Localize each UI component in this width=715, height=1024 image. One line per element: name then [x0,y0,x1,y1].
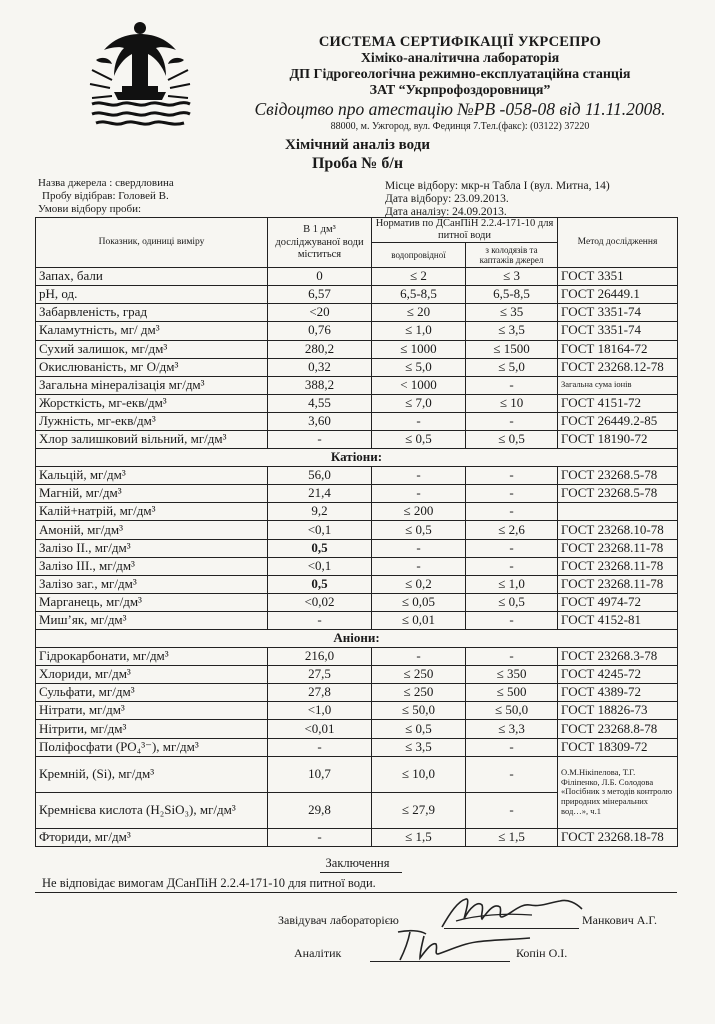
fountain-logo [88,20,192,128]
parameter-cell: Гідрокарбонати, мг/дм³ [36,648,268,666]
parameter-cell: Миш’як, мг/дм³ [36,611,268,629]
norm-well-cell: ≤ 10 [466,394,558,412]
norm-pipe-cell: ≤ 250 [372,666,466,684]
header-norm-well: з колодязів та каптажів джерел [466,243,558,268]
norm-pipe-cell: ≤ 0,5 [372,430,466,448]
table-row [36,430,678,448]
conclusion-underline [320,872,402,873]
method-cell: ГОСТ 3351-74 [558,322,678,340]
method-cell: ГОСТ 4389-72 [558,684,678,702]
norm-pipe-cell: ≤ 200 [372,503,466,521]
norm-well-cell: ≤ 3,3 [466,720,558,738]
norm-pipe-cell: ≤ 1,5 [372,828,466,846]
norm-pipe-cell: - [372,467,466,485]
value-cell: 29,8 [268,792,372,828]
value-cell: 27,5 [268,666,372,684]
parameter-cell: Залізо II., мг/дм³ [36,539,268,557]
table-section-row [36,630,678,648]
value-cell: - [268,738,372,756]
method-cell: ГОСТ 23268.8-78 [558,720,678,738]
method-cell: ГОСТ 18190-72 [558,430,678,448]
source-name: Назва джерела : свердловина [38,177,174,189]
header-norm-pipe: водопровідної [372,243,466,268]
parameter-cell: Лужність, мг-екв/дм³ [36,412,268,430]
table-row [36,485,678,503]
norm-pipe-cell: - [372,412,466,430]
method-cell: ГОСТ 4151-72 [558,394,678,412]
norm-pipe-cell: ≤ 2 [372,268,466,286]
norm-well-cell: - [466,467,558,485]
analysis-table [35,217,678,847]
table-row [36,575,678,593]
conclusion-label: Заключення [325,856,390,870]
norm-pipe-cell: ≤ 0,2 [372,575,466,593]
parameter-cell: Сухий залишок, мг/дм³ [36,340,268,358]
cations-section-label: Катіони: [36,449,678,467]
method-cell: Загальна сума іонів [558,376,678,394]
value-cell: 27,8 [268,684,372,702]
head-role: Завідувач лабораторією [278,913,399,927]
value-cell: 56,0 [268,467,372,485]
norm-well-cell: - [466,412,558,430]
value-cell: 216,0 [268,648,372,666]
table-row [36,521,678,539]
norm-pipe-cell: ≤ 0,5 [372,521,466,539]
header-method: Метод дослідження [558,218,678,268]
parameter-cell: Поліфосфати (PO₄³⁻), мг/дм³ [36,738,268,756]
table-row [36,828,678,846]
norm-pipe-cell: - [372,648,466,666]
norm-pipe-cell: ≤ 10,0 [372,756,466,792]
norm-pipe-cell: ≤ 1000 [372,340,466,358]
norm-well-cell: - [466,738,558,756]
parameter-cell: Хлориди, мг/дм³ [36,666,268,684]
value-cell: 10,7 [268,756,372,792]
norm-pipe-cell: ≤ 50,0 [372,702,466,720]
norm-well-cell: ≤ 2,6 [466,521,558,539]
parameter-cell: Нітрати, мг/дм³ [36,702,268,720]
sampled-by: Пробу відібрав: Головей В. [42,190,169,202]
value-cell: 388,2 [268,376,372,394]
method-cell: ГОСТ 4152-81 [558,611,678,629]
table-row [36,286,678,304]
method-cell: ГОСТ 23268.11-78 [558,557,678,575]
value-cell: 0 [268,268,372,286]
norm-well-cell: - [466,485,558,503]
table-row [36,684,678,702]
parameter-cell: Залізо III., мг/дм³ [36,557,268,575]
table-row [36,593,678,611]
parameter-cell: pH, од. [36,286,268,304]
sampling-place: Місце відбору: мкр-н Табла I (вул. Митна, 14) [385,180,610,192]
norm-well-cell: ≤ 35 [466,304,558,322]
method-cell: ГОСТ 4974-72 [558,593,678,611]
norm-well-cell: ≤ 500 [466,684,558,702]
lab-name: Хіміко-аналітична лабораторія [360,51,560,66]
analysis-date: Дата аналізу: 24.09.2013. [385,206,507,218]
norm-pipe-cell: 6,5-8,5 [372,286,466,304]
table-row [36,720,678,738]
norm-well-cell: ≤ 1,5 [466,828,558,846]
method-cell: ГОСТ 23268.18-78 [558,828,678,846]
header-norm: Норматив по ДСанПіН 2.2.4-171-10 для питної води [372,218,558,243]
value-cell: - [268,828,372,846]
address-line: 88000, м. Ужгород, вул. Фединця 7.Тел.(факс): (03122) 37220 [330,121,590,132]
parameter-cell: Амоній, мг/дм³ [36,521,268,539]
parameter-cell: Калій+натрій, мг/дм³ [36,503,268,521]
anions-section-label: Аніони: [36,630,678,648]
value-cell: <0,1 [268,521,372,539]
parameter-cell: Марганець, мг/дм³ [36,593,268,611]
parameter-cell: Нітрити, мг/дм³ [36,720,268,738]
norm-well-cell: ≤ 0,5 [466,430,558,448]
norm-pipe-cell: ≤ 1,0 [372,322,466,340]
norm-well-cell: - [466,756,558,792]
header-parameter: Показник, одиниці виміру [36,218,268,268]
method-cell: ГОСТ 23268.11-78 [558,539,678,557]
norm-pipe-cell: < 1000 [372,376,466,394]
table-row [36,358,678,376]
table-row [36,412,678,430]
parameter-cell: Каламутність, мг/ дм³ [36,322,268,340]
sampling-conditions: Умови відбору проби: [38,203,142,215]
norm-pipe-cell: ≤ 0,5 [372,720,466,738]
parameter-cell: Окислюваність, мг O/дм³ [36,358,268,376]
method-cell: О.М.Нікіпелова, Т.Г. Філіпенко, Л.Б. Солодова «Посібник з методів контролю природних мінеральних вод…», ч.1 [558,756,678,828]
method-cell: ГОСТ 18309-72 [558,738,678,756]
value-cell: 0,5 [268,539,372,557]
table-row [36,557,678,575]
header-content: В 1 дм³ досліджуваної води міститься [268,218,372,268]
certificate-line: Свідоцтво про атестацію №РВ -058-08 від 11.11.2008. [254,99,666,119]
table-header-row [36,218,678,243]
parameter-cell: Кальцій, мг/дм³ [36,467,268,485]
table-row [36,268,678,286]
table-section-row [36,449,678,467]
table-row [36,376,678,394]
norm-well-cell: ≤ 5,0 [466,358,558,376]
value-cell: <1,0 [268,702,372,720]
value-cell: <0,1 [268,557,372,575]
method-cell: ГОСТ 26449.2-85 [558,412,678,430]
parameter-cell: Жорсткість, мг-екв/дм³ [36,394,268,412]
norm-pipe-cell: - [372,485,466,503]
table-row [36,539,678,557]
head-name: Манкович А.Г. [582,913,658,927]
value-cell: <0,02 [268,593,372,611]
table-row [36,467,678,485]
table-row [36,322,678,340]
method-cell: ГОСТ 18164-72 [558,340,678,358]
norm-pipe-cell: ≤ 0,05 [372,593,466,611]
document-title: Хімічний аналіз води [285,137,430,153]
table-row [36,756,678,792]
parameter-cell: Кремній, (Si), мг/дм³ [36,756,268,792]
value-cell: 21,4 [268,485,372,503]
value-cell: 3,60 [268,412,372,430]
table-row [36,738,678,756]
value-cell: 0,76 [268,322,372,340]
norm-pipe-cell: ≤ 27,9 [372,792,466,828]
method-cell: ГОСТ 23268.10-78 [558,521,678,539]
table-row [36,304,678,322]
parameter-cell: Залізо заг., мг/дм³ [36,575,268,593]
method-cell: ГОСТ 23268.5-78 [558,467,678,485]
table-row [36,503,678,521]
norm-well-cell: ≤ 1,0 [466,575,558,593]
table-row [36,648,678,666]
value-cell: 0,32 [268,358,372,376]
value-cell: 6,57 [268,286,372,304]
parameter-cell: Фториди, мг/дм³ [36,828,268,846]
value-cell: <0,01 [268,720,372,738]
norm-pipe-cell: ≤ 0,01 [372,611,466,629]
analyst-name: Копін О.І. [516,946,568,960]
table-row [36,702,678,720]
method-cell: ГОСТ 3351 [558,268,678,286]
norm-pipe-cell: ≤ 7,0 [372,394,466,412]
analysis-table-body [36,218,678,847]
analyst-role: Аналітик [294,946,342,960]
norm-well-cell: ≤ 3 [466,268,558,286]
parameter-cell: Запах, бали [36,268,268,286]
value-cell: <20 [268,304,372,322]
norm-well-cell: ≤ 50,0 [466,702,558,720]
method-cell: ГОСТ 26449.1 [558,286,678,304]
value-cell: - [268,430,372,448]
value-cell: 280,2 [268,340,372,358]
parameter-cell: Забарвленість, град [36,304,268,322]
norm-pipe-cell: - [372,539,466,557]
norm-pipe-cell: ≤ 250 [372,684,466,702]
parameter-cell: Сульфати, мг/дм³ [36,684,268,702]
norm-well-cell: ≤ 3,5 [466,322,558,340]
norm-pipe-cell: ≤ 5,0 [372,358,466,376]
sample-number: Проба № б/н [311,155,404,172]
table-row [36,340,678,358]
station-name: ДП Гідрогеологічна режимно-експлуатаційна станція [289,67,631,82]
table-row [36,394,678,412]
value-cell: 4,55 [268,394,372,412]
norm-well-cell: - [466,648,558,666]
norm-well-cell: - [466,376,558,394]
method-cell: ГОСТ 3351-74 [558,304,678,322]
company-name: ЗАТ “Укрпрофоздоровниця” [369,83,551,98]
norm-well-cell: ≤ 0,5 [466,593,558,611]
parameter-cell: Магній, мг/дм³ [36,485,268,503]
norm-well-cell: - [466,792,558,828]
norm-pipe-cell: - [372,557,466,575]
parameter-cell: Загальна мінералізація мг/дм³ [36,376,268,394]
norm-pipe-cell: ≤ 3,5 [372,738,466,756]
sampling-date: Дата відбору: 23.09.2013. [385,193,509,205]
method-cell: ГОСТ 18826-73 [558,702,678,720]
norm-well-cell: ≤ 350 [466,666,558,684]
system-title: СИСТЕМА СЕРТИФІКАЦІЇ УКРСЕПРО [318,34,602,50]
norm-well-cell: 6,5-8,5 [466,286,558,304]
value-cell: 9,2 [268,503,372,521]
norm-well-cell: ≤ 1500 [466,340,558,358]
conclusion-text: Не відповідає вимогам ДСанПіН 2.2.4-171-10 для питної води. [42,876,376,890]
table-row [36,611,678,629]
norm-well-cell: - [466,611,558,629]
method-cell: ГОСТ 23268.3-78 [558,648,678,666]
method-cell: ГОСТ 23268.12-78 [558,358,678,376]
norm-well-cell: - [466,503,558,521]
norm-pipe-cell: ≤ 20 [372,304,466,322]
method-cell: ГОСТ 23268.11-78 [558,575,678,593]
value-cell: - [268,611,372,629]
norm-well-cell: - [466,557,558,575]
method-cell [558,503,678,521]
method-cell: ГОСТ 23268.5-78 [558,485,678,503]
parameter-cell: Хлор залишковий вільний, мг/дм³ [36,430,268,448]
method-cell: ГОСТ 4245-72 [558,666,678,684]
norm-well-cell: - [466,539,558,557]
value-cell: 0,5 [268,575,372,593]
table-row [36,666,678,684]
parameter-cell: Кремнієва кислота (H₂SiO₃), мг/дм³ [36,792,268,828]
